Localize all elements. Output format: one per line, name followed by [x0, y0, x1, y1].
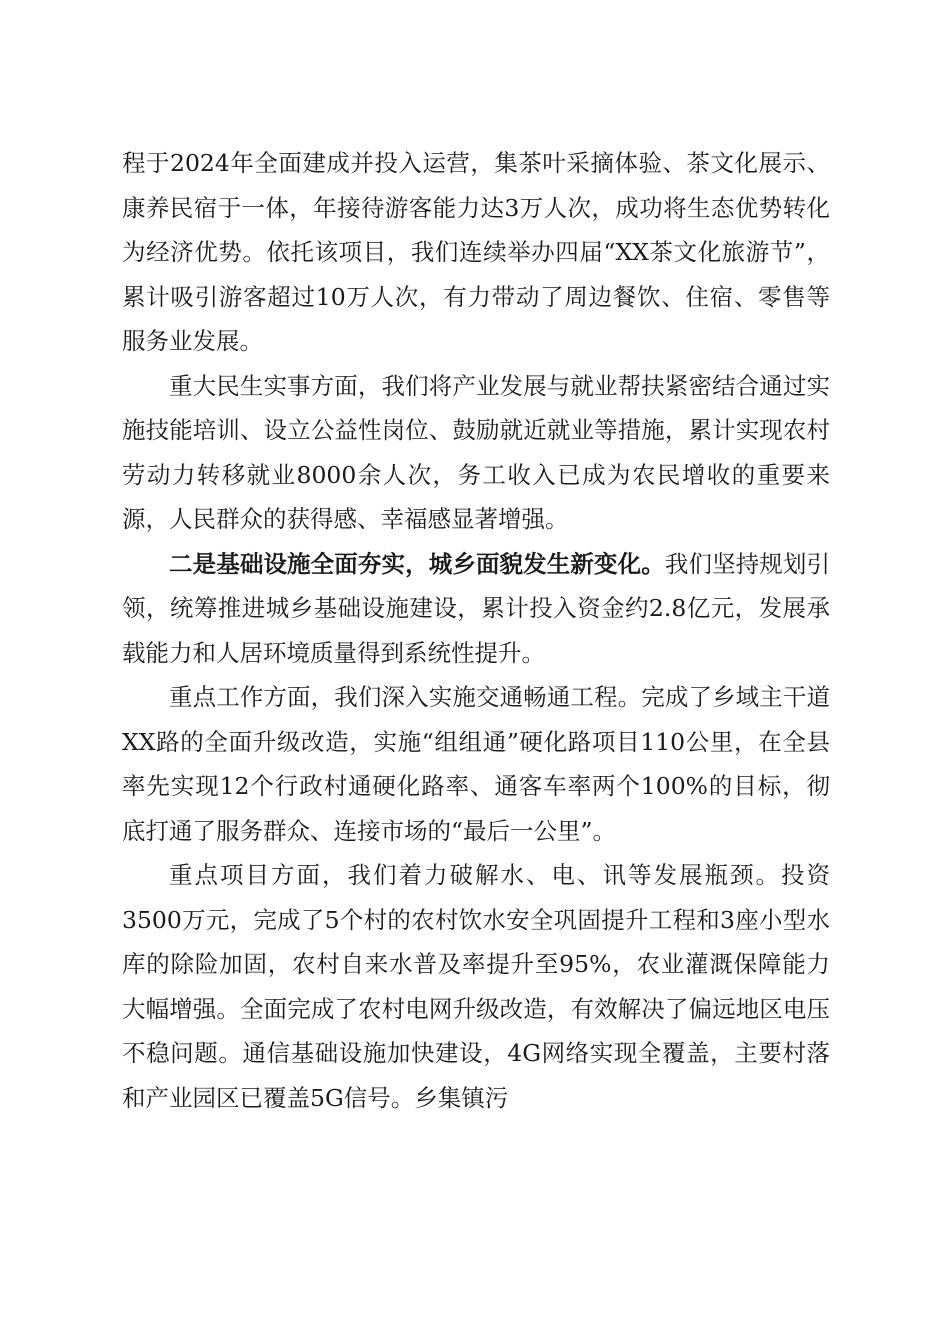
paragraph-key-projects [122, 853, 830, 1120]
paragraph-key-work [122, 675, 830, 853]
paragraph-continuation [122, 141, 830, 364]
paragraph-lead-heading: 二是基础设施全面夯实，城乡面貌发生新变化。 [169, 549, 665, 578]
document-body [122, 141, 830, 1120]
paragraph-text: 重点工作方面，我们深入实施交通畅通工程。完成了乡域主干道XX路的全面升级改造，实施“组组通”硬化路项目110公里，在全县率先实现12个行政村通硬化路率、通客车率两个100%的目标，彻底打通了服务群众、连接市场的“最后一公里”。 [122, 683, 830, 845]
paragraph-text: 我们坚持规划引领，统筹推进城乡基础设施建设，累计投入资金约2.8亿元，发展承载能力和人居环境质量得到系统性提升。 [122, 549, 831, 667]
paragraph-infrastructure [122, 542, 830, 676]
paragraph-text: 程于2024年全面建成并投入运营，集茶叶采摘体验、茶文化展示、康养民宿于一体，年接待游客能力达3万人次，成功将生态优势转化为经济优势。依托该项目，我们连续举办四届“XX茶文化旅游节”，累计吸引游客超过10万人次，有力带动了周边餐饮、住宿、零售等服务业发展。 [122, 149, 830, 355]
paragraph-text: 重点项目方面，我们着力破解水、电、讯等发展瓶颈。投资3500万元，完成了5个村的农村饮水安全巩固提升工程和3座小型水库的除险加固，农村自来水普及率提升至95%，农业灌溉保障能力大幅增强。全面完成了农村电网升级改造，有效解决了偏远地区电压不稳问题。通信基础设施加快建设，4G网络实现全覆盖，主要村落和产业园区已覆盖5G信号。乡集镇污 [122, 861, 830, 1112]
paragraph-livelihood [122, 364, 830, 542]
paragraph-text: 重大民生实事方面，我们将产业发展与就业帮扶紧密结合通过实施技能培训、设立公益性岗位、鼓励就近就业等措施，累计实现农村劳动力转移就业8000余人次，务工收入已成为农民增收的重要来源，人民群众的获得感、幸福感显著增强。 [122, 371, 830, 533]
